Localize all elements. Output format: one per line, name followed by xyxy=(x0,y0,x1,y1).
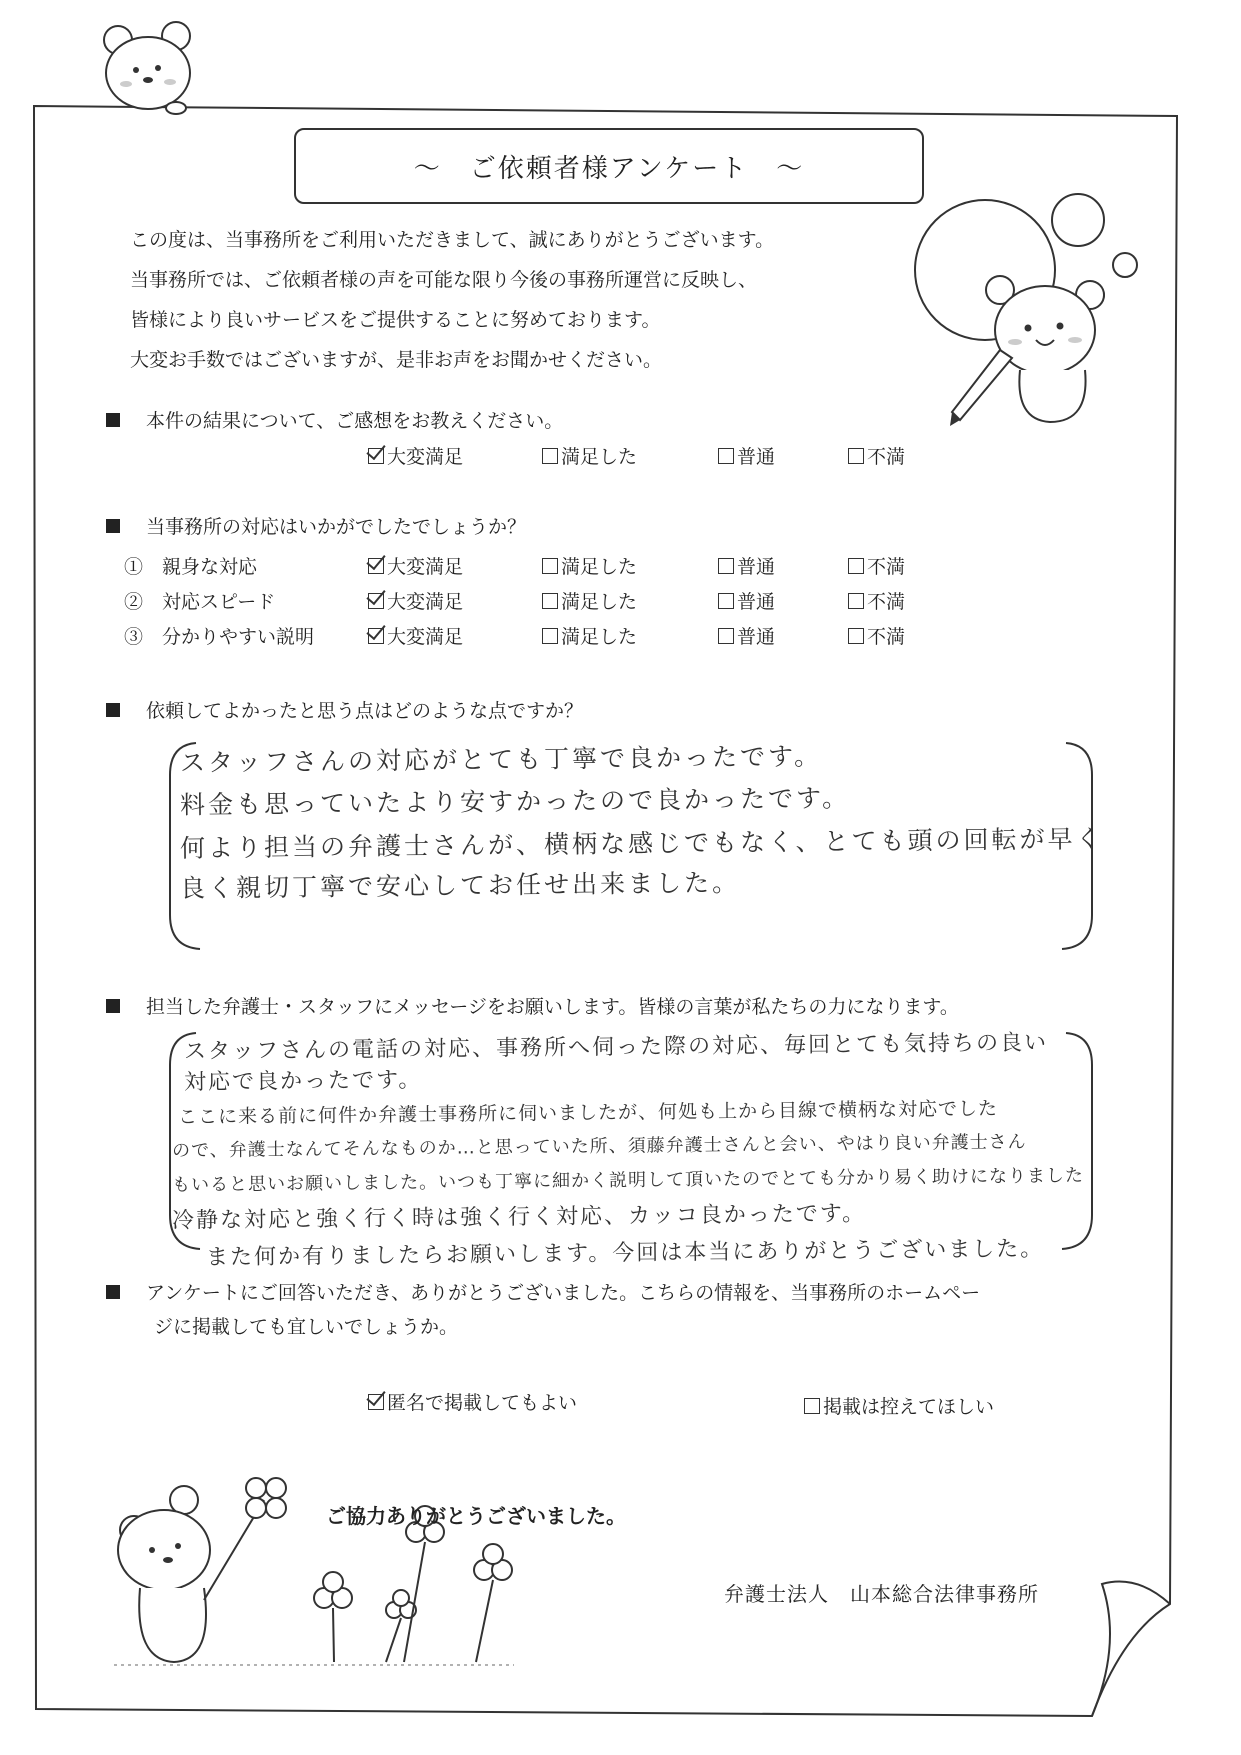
q2-item-1-satisfied[interactable]: 満足した xyxy=(542,552,637,579)
checkbox-checked-icon[interactable] xyxy=(368,593,384,609)
q2-item-3-very-satisfied[interactable]: 大変満足 xyxy=(368,622,463,649)
bullet-square-icon xyxy=(106,999,120,1013)
checkbox-icon[interactable] xyxy=(718,593,734,609)
answer-4-line: 冷静な対応と強く行く時は強く行く対応、カッコ良かったです。 xyxy=(171,1201,867,1234)
bullet-square-icon xyxy=(106,519,120,533)
question-3 xyxy=(106,696,583,723)
q5-option-decline[interactable]: 掲載は控えてほしい xyxy=(804,1392,994,1419)
question-5-text: アンケートにご回答いただき、ありがとうございました。こちらの情報を、当事務所のホームペー xyxy=(146,1282,981,1304)
survey-title: ～ ご依頼者様アンケート ～ xyxy=(294,128,924,204)
question-5-text-cont: ジに掲載しても宜しいでしょうか。 xyxy=(154,1316,459,1338)
q2-item-3: ③ 分かりやすい説明 xyxy=(124,626,315,648)
question-1 xyxy=(106,406,563,433)
checkbox-checked-icon[interactable] xyxy=(368,448,384,464)
answer-4-line: ここに来る前に何件か弁護士事務所に伺いましたが、何処も上から目線で横柄な対応でした xyxy=(177,1097,999,1129)
q2-item-1: ① 親身な対応 xyxy=(124,556,258,578)
q5-option-anonymous[interactable]: 匿名で掲載してもよい xyxy=(368,1388,577,1415)
q2-item-2-satisfied[interactable]: 満足した xyxy=(542,587,637,614)
intro-line: 当事務所では、ご依頼者様の声を可能な限り今後の事務所運営に反映し、 xyxy=(130,269,758,291)
bullet-square-icon xyxy=(106,1285,120,1299)
intro-line: 大変お手数ではございますが、是非お声をお聞かせください。 xyxy=(130,349,663,371)
answer-3-line: 料金も思っていたより安すかったので良かったです。 xyxy=(179,783,851,820)
q2-item-2-dissatisfied[interactable]: 不満 xyxy=(848,587,905,614)
q2-item-1-very-satisfied[interactable]: 大変満足 xyxy=(368,552,463,579)
q2-item-3-dissatisfied[interactable]: 不満 xyxy=(848,622,905,649)
question-1-text: 本件の結果について、ご感想をお教えください。 xyxy=(146,410,564,432)
q1-option-normal[interactable]: 普通 xyxy=(718,442,775,469)
checkbox-icon[interactable] xyxy=(542,558,558,574)
answer-3-line: 何より担当の弁護士さんが、横柄な感じでもなく、とても頭の回転が早く xyxy=(179,824,1104,863)
checkbox-icon[interactable] xyxy=(542,628,558,644)
law-firm-name: 弁護士法人 山本総合法律事務所 xyxy=(724,1582,1039,1606)
checkbox-checked-icon[interactable] xyxy=(368,628,384,644)
checkbox-icon[interactable] xyxy=(848,448,864,464)
answer-4-line: 対応で良かったです。 xyxy=(183,1067,423,1096)
question-4 xyxy=(106,992,959,1019)
answer-3-line: 良く親切丁寧で安心してお任せ出来ました。 xyxy=(179,868,741,903)
checkbox-icon[interactable] xyxy=(804,1398,820,1414)
checkbox-checked-icon[interactable] xyxy=(368,1394,384,1410)
q2-item-3-satisfied[interactable]: 満足した xyxy=(542,622,637,649)
intro-line: 皆様により良いサービスをご提供することに努めております。 xyxy=(130,309,661,331)
question-3-text: 依頼してよかったと思う点はどのような点ですか？ xyxy=(146,700,584,722)
question-2 xyxy=(106,512,526,539)
thanks-message: ご協力ありがとうございました。 xyxy=(326,1504,626,1528)
checkbox-icon[interactable] xyxy=(718,558,734,574)
checkbox-icon[interactable] xyxy=(718,628,734,644)
intro-line: この度は、当事務所をご利用いただきまして、誠にありがとうございます。 xyxy=(130,229,775,251)
q1-option-satisfied[interactable]: 満足した xyxy=(542,442,637,469)
q2-item-1-dissatisfied[interactable]: 不満 xyxy=(848,552,905,579)
bullet-square-icon xyxy=(106,703,120,717)
intro-text xyxy=(130,220,774,380)
q2-item-2-very-satisfied[interactable]: 大変満足 xyxy=(368,587,463,614)
q1-option-dissatisfied[interactable]: 不満 xyxy=(848,442,905,469)
question-5 xyxy=(106,1278,980,1305)
checkbox-checked-icon[interactable] xyxy=(368,558,384,574)
q1-option-very-satisfied[interactable]: 大変満足 xyxy=(368,442,463,469)
q2-item-2-normal[interactable]: 普通 xyxy=(718,587,775,614)
checkbox-icon[interactable] xyxy=(848,558,864,574)
checkbox-icon[interactable] xyxy=(848,593,864,609)
q2-item-2: ② 対応スピード xyxy=(124,591,276,613)
checkbox-icon[interactable] xyxy=(542,448,558,464)
answer-4-line: また何か有りましたらお願いします。今回は本当にありがとうございました。 xyxy=(205,1236,1045,1271)
question-2-text: 当事務所の対応はいかがでしたでしょうか？ xyxy=(146,516,527,538)
q2-item-3-normal[interactable]: 普通 xyxy=(718,622,775,649)
checkbox-icon[interactable] xyxy=(542,593,558,609)
answer-4-line: ので、弁護士なんてそんなものか…と思っていた所、須藤弁護士さんと会い、やはり良い弁護士さん xyxy=(171,1131,1027,1162)
bear-peeking-illustration xyxy=(96,18,216,118)
answer-4-line: スタッフさんの電話の対応、事務所へ伺った際の対応、毎回とても気持ちの良い xyxy=(183,1030,1049,1065)
checkbox-icon[interactable] xyxy=(718,448,734,464)
bullet-square-icon xyxy=(106,413,120,427)
answer-3-line: スタッフさんの対応がとても丁寧で良かったです。 xyxy=(179,741,823,778)
question-4-text: 担当した弁護士・スタッフにメッセージをお願いします。皆様の言葉が私たちの力になります。 xyxy=(146,996,959,1018)
q2-item-1-normal[interactable]: 普通 xyxy=(718,552,775,579)
bear-pencil-illustration xyxy=(900,190,1150,430)
answer-4-line: もいると思いお願いしました。いつも丁寧に細かく説明して頂いたのでとても分かり易く助けになりました xyxy=(171,1165,1085,1196)
checkbox-icon[interactable] xyxy=(848,628,864,644)
